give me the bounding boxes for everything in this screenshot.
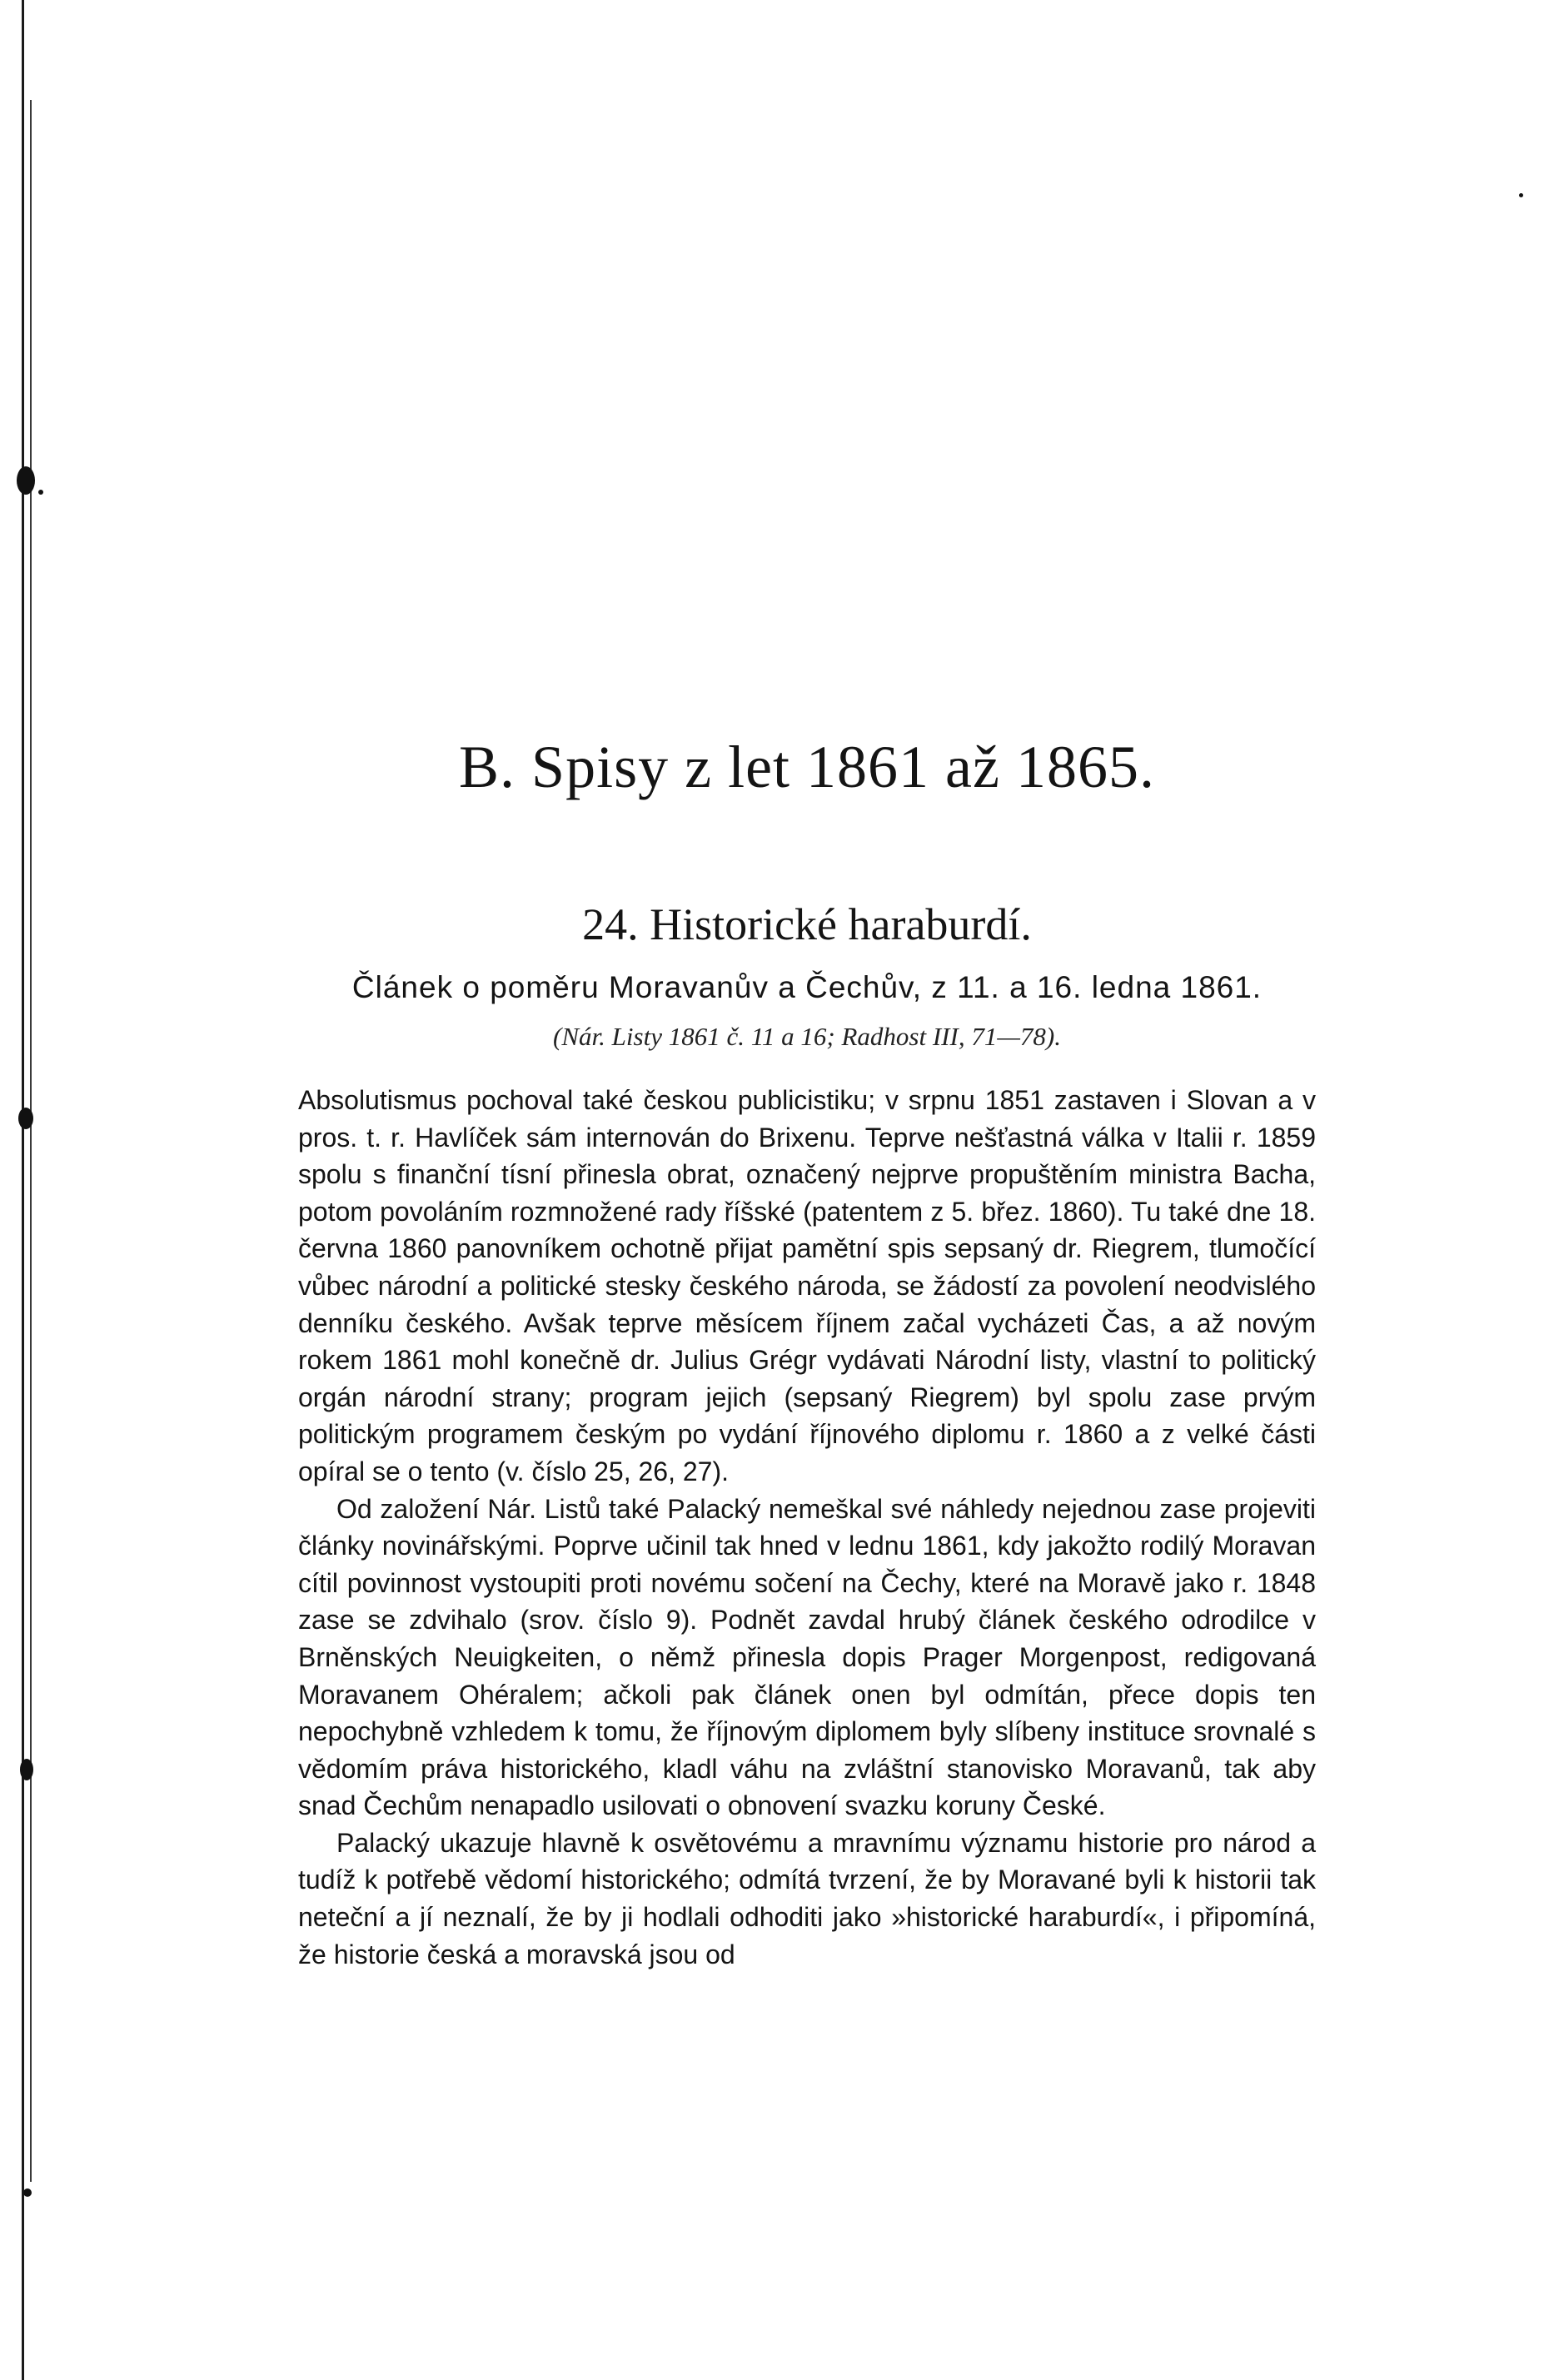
scan-speck	[20, 1759, 33, 1780]
scan-speck	[38, 490, 43, 495]
chapter-subtitle: Článek o poměru Moravanův a Čechův, z 11. a 16. ledna 1861.	[351, 970, 1263, 1004]
scan-speck	[17, 466, 35, 495]
scan-edge-line	[22, 0, 24, 2380]
page-content	[298, 733, 1316, 1973]
source-citation: (Nár. Listy 1861 č. 11 a 16; Radhost III, 71—78).	[553, 1022, 1061, 1051]
part-heading: B. Spisy z let 1861 až 1865.	[459, 734, 1155, 800]
scan-speck	[23, 2188, 32, 2197]
scan-speck	[1519, 193, 1523, 197]
scan-speck	[18, 1108, 33, 1129]
chapter-heading: 24. Historické haraburdí.	[582, 899, 1032, 949]
paragraph: Absolutismus pochoval také českou publicistiku; v srpnu 1851 zastaven i Slovan a v pros. t. r. Havlíček sám internován do Brixenu. Teprve nešťastná válka v Italii r. 1859 spolu s finanční tísní přinesla obrat, označený nejprve propuštěním ministra Bacha, potom povoláním rozmnožené rady říšské (patentem z 5. břez. 1860). Tu také dne 18. června 1860 panovníkem ochotně přijat pamětní spis sepsaný dr. Riegrem, tlumočící vůbec národní a politické stesky českého národa, se žádostí za povolení neodvislého denníku českého. Avšak teprve měsícem říjnem začal vycházeti Čas, a až novým rokem 1861 mohl konečně dr. Julius Grégr vydávati Národní listy, vlastní to politický orgán národní strany; program jejich (sepsaný Riegrem) byl spolu zase prvým politickým programem českým po vydání říjnového diplomu r. 1860 a z velké části opíral se o tento (v. číslo 25, 26, 27).	[298, 1085, 1316, 1486]
paragraph: Od založení Nár. Listů také Palacký nemeškal své náhledy nejednou zase projeviti články novinářskými. Poprve učinil tak hned v lednu 1861, kdy jakožto rodilý Moravan cítil povinnost vystoupiti proti novému sočení na Čechy, které na Moravě jako r. 1848 zase se zdvihalo (srov. číslo 9). Podnět zavdal hrubý článek českého odrodilce v Brněnských Neuigkeiten, o němž přinesla dopis Prager Morgenpost, redigovaná Moravanem Ohéralem; ačkoli pak článek onen byl odmítán, přece dopis ten nepochybně vzhledem k tomu, že říjnovým diplomem byly slíbeny instituce srovnalé s vědomím práva historického, kladl váhu na zvláštní stanovisko Moravanů, tak aby snad Čechům nenapadlo usilovati o obnovení svazku koruny České.	[298, 1493, 1316, 1821]
paragraph: Palacký ukazuje hlavně k osvětovému a mravnímu významu historie pro národ a tudíž k potřebě vědomí historického; odmítá tvrzení, že by Moravané byli k historii tak neteční a jí neznalí, že by ji hodlali odhoditi jako »historické haraburdí«, i připomíná, že historie česká a moravská jsou od	[298, 1827, 1316, 1969]
scan-edge-line-inner	[30, 100, 32, 2182]
